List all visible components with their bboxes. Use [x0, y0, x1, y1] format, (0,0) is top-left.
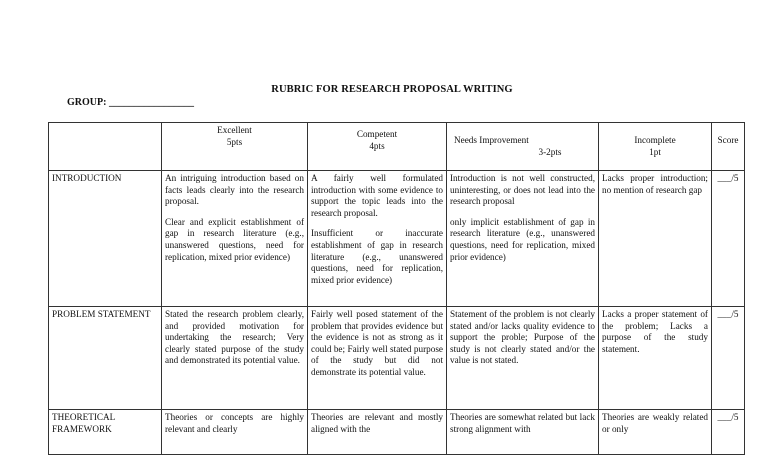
criterion-text: Theories are weakly related or only: [602, 412, 708, 434]
criterion-text: Lacks proper introduction; no mention of research gap: [602, 173, 708, 195]
header-points: 5pts: [226, 136, 243, 147]
score-value: ___/5: [717, 309, 739, 319]
score-value: ___/5: [717, 412, 739, 422]
header-row: [49, 123, 745, 171]
header-points: 1pt: [649, 146, 661, 157]
criterion-text: An intriguing introduction based on facts leads clearly into the research proposal.: [165, 173, 304, 207]
criterion-text: Clear and explicit establishment of gap in research literature (e.g., unanswered questions, need for replication, mixed prior evidence): [165, 216, 304, 262]
document-title: RUBRIC FOR RESEARCH PROPOSAL WRITING: [271, 84, 513, 95]
header-needs-improvement: [447, 123, 599, 171]
criterion-text: Theories are relevant and mostly aligned with the: [311, 412, 443, 434]
header-competent: [308, 123, 447, 171]
excellent-cell: [162, 307, 308, 410]
header-level: Competent: [356, 129, 398, 139]
header-points: 4pts: [369, 140, 385, 151]
needs-improvement-cell: [447, 171, 599, 307]
score-value: ___/5: [717, 173, 739, 183]
header-level: Needs Improvement: [454, 135, 529, 145]
competent-cell: [308, 307, 447, 410]
header-level: Score: [717, 135, 739, 145]
criterion-text: Fairly well posed statement of the problem that provides evidence but the evidence is not as strong as it could be; Fairly well stated purpose of the study but did not demonstrate its potential value.: [311, 309, 443, 377]
criterion-text: only implicit establishment of gap in research literature (e.g., unanswered questions, need for replication, mixed prior evidence): [450, 216, 595, 262]
header-points: 3-2pts: [538, 146, 562, 157]
incomplete-cell: [599, 410, 712, 455]
rubric-table: [48, 122, 745, 455]
score-cell: [712, 171, 745, 307]
criterion-text: A fairly well formulated introduction with some evidence to support the topic leads into the research proposal.: [311, 173, 443, 218]
header-level: Incomplete: [634, 135, 676, 145]
category-label: THEORETICAL FRAMEWORK: [52, 412, 115, 434]
score-cell: [712, 307, 745, 410]
excellent-cell: [162, 171, 308, 307]
incomplete-cell: [599, 307, 712, 410]
criterion-text: Insufficient or inaccurate establishment of gap in research literature (e.g., unanswered questions, need for replication, mixed prior evidence): [311, 228, 443, 285]
incomplete-cell: [599, 171, 712, 307]
criterion-text: Theories or concepts are highly relevant and clearly: [165, 412, 304, 434]
needs-improvement-cell: [447, 410, 599, 455]
header-excellent: [162, 123, 308, 171]
header-category: [49, 123, 162, 171]
criterion-text: Statement of the problem is not clearly stated and/or lacks quality evidence to support the proble; Purpose of the study is not clearly stated and/or the value is not stated.: [450, 309, 595, 366]
competent-cell: [308, 171, 447, 307]
criterion-text: Lacks a proper statement of the problem; Lacks a purpose of the study statement.: [602, 309, 708, 354]
table-row: [49, 307, 745, 410]
category-cell: [49, 171, 162, 307]
category-cell: [49, 307, 162, 410]
criterion-text: Stated the research problem clearly, and provided motivation for undertaking the research; Very clearly stated purpose of the study and demonstrated its potential value.: [165, 309, 304, 366]
competent-cell: [308, 410, 447, 455]
header-incomplete: [599, 123, 712, 171]
category-cell: [49, 410, 162, 455]
table-row: [49, 171, 745, 307]
header-score: [712, 123, 745, 171]
category-label: PROBLEM STATEMENT: [52, 309, 151, 319]
criterion-text: Introduction is not well constructed, uninteresting, or does not lead into the research proposal: [450, 173, 595, 207]
excellent-cell: [162, 410, 308, 455]
header-level: Excellent: [217, 125, 252, 135]
needs-improvement-cell: [447, 307, 599, 410]
criterion-text: Theories are somewhat related but lack strong alignment with: [450, 412, 595, 434]
table-row: [49, 410, 745, 455]
score-cell: [712, 410, 745, 455]
category-label: INTRODUCTION: [52, 173, 122, 183]
group-label: GROUP: _________________: [67, 97, 194, 108]
